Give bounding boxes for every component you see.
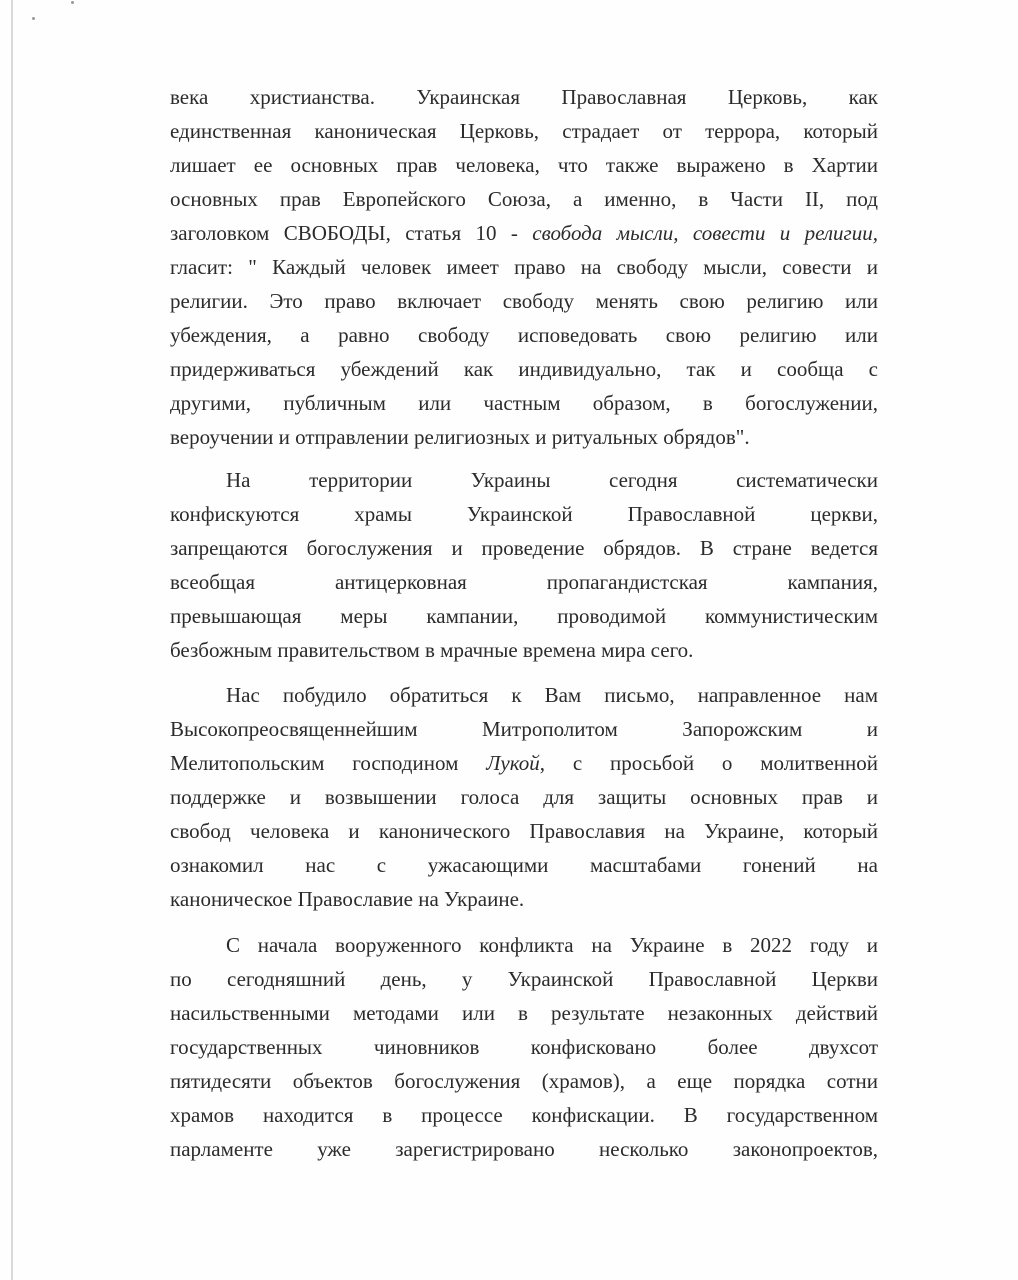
paragraph-4	[170, 928, 878, 1166]
text-line: парламенте уже зарегистрировано несколько законопроектов,	[170, 1137, 878, 1161]
text-line: превышающая меры кампании, проводимой коммунистическим	[170, 604, 878, 628]
paragraph-spacing	[170, 454, 878, 463]
text-line: безбожным правительством в мрачные времена мира сего.	[170, 638, 694, 662]
text-line: поддержке и возвышении голоса для защиты основных прав и	[170, 785, 878, 809]
document-body	[170, 80, 878, 1166]
paragraph-1	[170, 80, 878, 454]
text-line: гласит: " Каждый человек имеет право на свободу мысли, совести и	[170, 255, 878, 279]
text-line: конфискуются храмы Украинской Православной церкви,	[170, 502, 878, 526]
text-line: свобод человека и канонического Православия на Украине, который	[170, 819, 878, 843]
text-line: основных прав Европейского Союза, а именно, в Части II, под	[170, 187, 878, 211]
paragraph-spacing	[170, 916, 878, 928]
text-segment: Мелитопольским господином	[170, 751, 487, 775]
text-line: придерживаться убеждений как индивидуально, так и сообща с	[170, 357, 878, 381]
text-line: всеобщая антицерковная пропагандистская кампания,	[170, 570, 878, 594]
text-line: пятидесяти объектов богослужения (храмов), а еще порядка сотни	[170, 1069, 878, 1093]
text-line: Нас побудило обратиться к Вам письмо, направленное нам	[226, 683, 878, 707]
text-line: религии. Это право включает свободу менять свою религию или	[170, 289, 878, 313]
text-line: государственных чиновников конфисковано более двухсот	[170, 1035, 878, 1059]
text-line: С начала вооруженного конфликта на Украине в 2022 году и	[226, 933, 878, 957]
italic-text-segment: Лукой	[486, 751, 540, 775]
text-line: по сегодняшний день, у Украинской Православной Церкви	[170, 967, 878, 991]
italic-text-segment: свобода мысли, совести и религии,	[532, 221, 878, 245]
text-line: убеждения, а равно свободу исповедовать свою религию или	[170, 323, 878, 347]
paragraph-3	[170, 678, 878, 916]
text-segment: , с просьбой о молитвенной	[539, 751, 878, 775]
text-line	[170, 746, 878, 780]
text-line: насильственными методами или в результате незаконных действий	[170, 1001, 878, 1025]
scan-speck	[32, 17, 35, 20]
text-line: другими, публичным или частным образом, в богослужении,	[170, 391, 878, 415]
text-line: лишает ее основных прав человека, что также выражено в Хартии	[170, 153, 878, 177]
paragraph-2	[170, 463, 878, 667]
text-line: Высокопреосвященнейшим Митрополитом Запорожским и	[170, 717, 878, 741]
text-line: каноническое Православие на Украине.	[170, 887, 525, 911]
text-line: века христианства. Украинская Православная Церковь, как	[170, 85, 878, 109]
scan-speck	[71, 1, 74, 4]
scan-edge-line	[11, 0, 13, 1280]
text-line: единственная каноническая Церковь, страдает от террора, который	[170, 119, 878, 143]
text-line: вероучении и отправлении религиозных и ритуальных обрядов".	[170, 425, 750, 449]
text-line: храмов находится в процессе конфискации. В государственном	[170, 1103, 878, 1127]
paragraph-spacing	[170, 667, 878, 678]
text-line	[170, 216, 878, 250]
text-line: запрещаются богослужения и проведение обрядов. В стране ведется	[170, 536, 878, 560]
text-line: На территории Украины сегодня систематически	[226, 468, 878, 492]
text-line: ознакомил нас с ужасающими масштабами гонений на	[170, 853, 878, 877]
text-segment: заголовком СВОБОДЫ, статья 10 -	[170, 221, 533, 245]
